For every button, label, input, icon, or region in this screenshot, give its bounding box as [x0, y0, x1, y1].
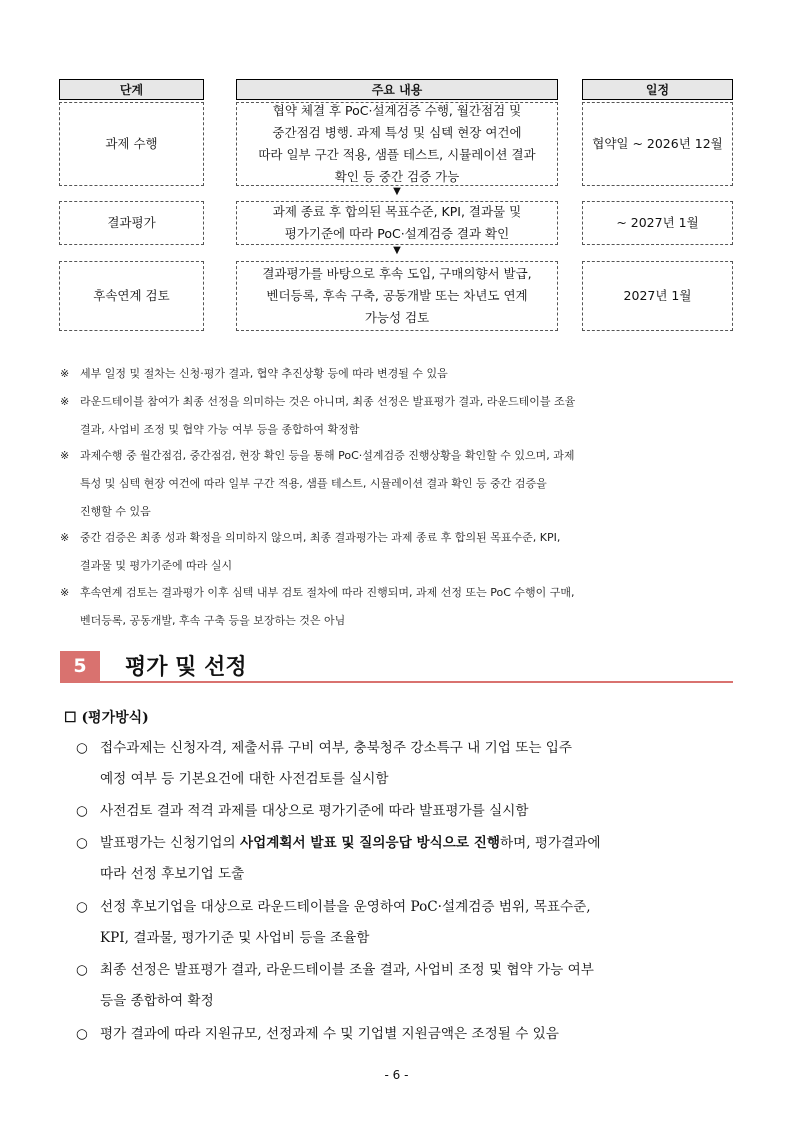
- table-row-3-schedule: 2027년 1월: [582, 261, 733, 331]
- note-line: 결과, 사업비 조정 및 협약 가능 여부 등을 종합하여 확정함: [80, 423, 360, 436]
- list-item-line: [76, 828, 746, 859]
- note-line: 중간 검증은 최종 성과 확정을 의미하지 않으며, 최종 결과평가는 과제 종료 후 합의된 목표수준, KPI,: [80, 531, 561, 544]
- checkbox-square-icon: ☐: [64, 710, 77, 726]
- list-item-line: 사전검토 결과 적격 과제를 대상으로 평가기준에 따라 발표평가를 실시함: [100, 803, 529, 819]
- table-row-1-stage: 과제 수행: [59, 102, 204, 186]
- content-line: 중간점검 병행. 과제 특성 및 심텍 현장 여건에: [272, 125, 522, 140]
- content-line: 평가기준에 따라 PoC·설계검증 결과 확인: [284, 226, 510, 241]
- note-item: [60, 388, 740, 444]
- circle-bullet-icon: ○: [76, 1026, 88, 1042]
- table-row-3-content: [236, 261, 558, 331]
- note-marker: ※: [60, 449, 70, 462]
- content-line: 결과평가를 바탕으로 후속 도입, 구매의향서 발급,: [262, 266, 532, 281]
- content-line: 협약 체결 후 PoC·설계검증 수행, 월간점검 및: [272, 103, 522, 118]
- list-item: [76, 733, 746, 795]
- note-line: 벤더등록, 공동개발, 후속 구축 등을 보장하는 것은 아님: [80, 614, 346, 627]
- note-line: 결과물 및 평가기준에 따라 실시: [80, 559, 233, 572]
- circle-bullet-icon: ○: [76, 803, 88, 819]
- subsection-heading: [64, 707, 149, 727]
- note-item: [60, 579, 740, 635]
- circle-bullet-icon: ○: [76, 962, 88, 978]
- note-line: 라운드테이블 참여가 최종 선정을 의미하는 것은 아니며, 최종 선정은 발표평가 결과, 라운드테이블 조율: [80, 395, 576, 408]
- list-item: [76, 796, 746, 827]
- list-item-line: 예정 여부 등 기본요건에 대한 사전검토를 실시함: [100, 771, 389, 787]
- table-row-2-schedule: ~ 2027년 1월: [582, 201, 733, 245]
- section-number-badge: 5: [60, 651, 100, 681]
- list-item-line: 선정 후보기업을 대상으로 라운드테이블을 운영하여 PoC·설계검증 범위, 목표수준,: [100, 899, 591, 915]
- table-row-3-stage: 후속연계 검토: [59, 261, 204, 331]
- note-marker: ※: [60, 531, 70, 544]
- table-header-content: 주요 내용: [236, 79, 558, 100]
- circle-bullet-icon: ○: [76, 740, 88, 756]
- circle-bullet-icon: ○: [76, 835, 88, 851]
- note-line: 과제수행 중 월간점검, 중간점검, 현장 확인 등을 통해 PoC·설계검증 진행상황을 확인할 수 있으며, 과제: [80, 449, 575, 462]
- table-row-1-content: [236, 102, 558, 186]
- table-header-schedule: 일정: [582, 79, 733, 100]
- content-line: 가능성 검토: [364, 310, 430, 325]
- note-marker: ※: [60, 367, 70, 380]
- list-item-line: 최종 선정은 발표평가 결과, 라운드테이블 조율 결과, 사업비 조정 및 협약 가능 여부: [100, 962, 594, 978]
- content-line: 따라 일부 구간 적용, 샘플 테스트, 시뮬레이션 결과: [258, 147, 536, 162]
- note-item: [60, 524, 740, 580]
- flow-arrow-1: ▼: [393, 186, 401, 197]
- list-item-text: 발표평가는 신청기업의: [100, 835, 240, 851]
- table-row-2-content: [236, 201, 558, 245]
- table-row-2-stage: 결과평가: [59, 201, 204, 245]
- note-line: 특성 및 심텍 현장 여건에 따라 일부 구간 적용, 샘플 테스트, 시뮬레이션 결과 확인 등 중간 검증을: [80, 477, 547, 490]
- note-line: 세부 일정 및 절차는 신청·평가 결과, 협약 추진상황 등에 따라 변경될 수 있음: [80, 367, 448, 380]
- content-line: 과제 종료 후 합의된 목표수준, KPI, 결과물 및: [272, 204, 522, 219]
- content-line: 벤더등록, 후속 구축, 공동개발 또는 차년도 연계: [266, 288, 528, 303]
- list-item-line: KPI, 결과물, 평가기준 및 사업비 등을 조율함: [100, 930, 370, 946]
- list-item-line: 등을 종합하여 확정: [100, 993, 214, 1009]
- list-item-line: 접수과제는 신청자격, 제출서류 구비 여부, 충북청주 강소특구 내 기업 또는 입주: [100, 740, 573, 756]
- list-item-emphasis: 사업계획서 발표 및 질의응답 방식으로 진행: [239, 835, 500, 851]
- section-title: 평가 및 선정: [125, 654, 247, 680]
- note-line: 후속연계 검토는 결과평가 이후 심텍 내부 검토 절차에 따라 진행되며, 과제 선정 또는 PoC 수행이 구매,: [80, 586, 575, 599]
- list-item: [76, 892, 746, 954]
- subsection-title: (평가방식): [81, 710, 149, 726]
- note-item: [60, 360, 740, 388]
- list-item: [76, 955, 746, 1017]
- flow-arrow-2: ▼: [393, 245, 401, 256]
- table-row-1-schedule: 협약일 ~ 2026년 12월: [582, 102, 733, 186]
- note-marker: ※: [60, 586, 70, 599]
- list-item-text: 하며, 평가결과에: [500, 835, 601, 851]
- list-item-line: 평가 결과에 따라 지원규모, 선정과제 수 및 기업별 지원금액은 조정될 수 있음: [100, 1026, 559, 1042]
- page-number: - 6 -: [384, 1068, 409, 1082]
- list-item: [76, 828, 746, 890]
- list-item: [76, 1019, 746, 1050]
- content-line: 확인 등 중간 검증 가능: [334, 169, 460, 184]
- note-item: [60, 442, 740, 526]
- circle-bullet-icon: ○: [76, 899, 88, 915]
- note-line: 진행할 수 있음: [80, 505, 151, 518]
- table-header-stage: 단계: [59, 79, 204, 100]
- note-marker: ※: [60, 395, 70, 408]
- list-item-line: 따라 선정 후보기업 도출: [100, 866, 245, 882]
- section-divider: [60, 681, 733, 683]
